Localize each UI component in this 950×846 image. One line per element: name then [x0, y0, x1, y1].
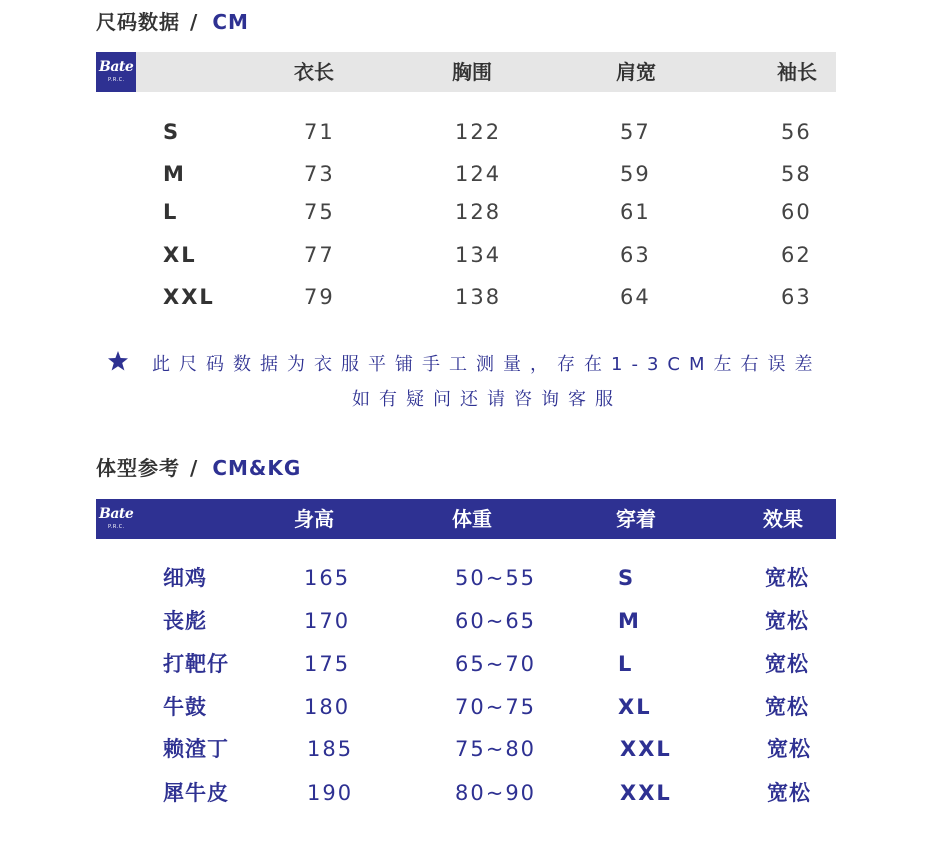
size-section-title: [96, 6, 249, 35]
body-weight: 80~90: [455, 781, 537, 805]
size-value: 138: [455, 285, 502, 309]
size-label: S: [163, 120, 181, 144]
header-wear: 穿着: [616, 507, 656, 531]
size-title-slash: /: [190, 10, 199, 34]
body-height: 180: [304, 695, 351, 719]
size-table-header: [96, 52, 836, 92]
body-type: 打靶仔: [163, 652, 229, 676]
size-value: 124: [455, 162, 502, 186]
size-label: XL: [163, 243, 197, 267]
body-size: L: [618, 652, 634, 676]
body-title-slash: /: [190, 456, 199, 480]
body-weight: 75~80: [455, 737, 537, 761]
size-label: M: [163, 162, 186, 186]
body-type: 丧彪: [163, 609, 207, 633]
body-height: 170: [304, 609, 351, 633]
size-value: 122: [455, 120, 502, 144]
size-value: 61: [620, 200, 651, 224]
size-value: 63: [781, 285, 812, 309]
size-value: 134: [455, 243, 502, 267]
logo-sub: P.R.C.: [108, 77, 125, 83]
body-table-header: [96, 499, 836, 539]
body-section-title: [96, 452, 301, 481]
body-type: 赖渣丁: [163, 737, 229, 761]
size-value: 57: [620, 120, 651, 144]
body-type: 犀牛皮: [163, 781, 229, 805]
size-value: 62: [781, 243, 812, 267]
body-type: 牛鼓: [163, 695, 207, 719]
brand-logo: [96, 52, 136, 92]
body-title-en: CM&KG: [212, 456, 302, 480]
header-chest: 胸围: [452, 60, 492, 84]
brand-logo: [96, 499, 136, 539]
body-height: 190: [307, 781, 354, 805]
body-effect: 宽松: [765, 652, 809, 676]
contact-note: 如有疑问还请咨询客服: [352, 389, 622, 410]
header-effect: 效果: [763, 507, 803, 531]
measurement-note: 此尺码数据为衣服平铺手工测量，存在1-3CM左右误差: [152, 354, 822, 375]
body-size: XXL: [620, 781, 672, 805]
header-shoulder: 肩宽: [616, 60, 656, 84]
body-title-cn: 体型参考: [96, 456, 180, 480]
logo-text: Bate: [99, 59, 134, 75]
size-value: 63: [620, 243, 651, 267]
body-size: XXL: [620, 737, 672, 761]
body-weight: 70~75: [455, 695, 537, 719]
size-value: 75: [304, 200, 335, 224]
body-height: 175: [304, 652, 351, 676]
size-label: XXL: [163, 285, 215, 309]
body-size: XL: [618, 695, 652, 719]
body-effect: 宽松: [765, 695, 809, 719]
body-weight: 65~70: [455, 652, 537, 676]
body-effect: 宽松: [765, 566, 809, 590]
body-effect: 宽松: [767, 737, 811, 761]
size-value: 56: [781, 120, 812, 144]
body-size: M: [618, 609, 641, 633]
body-size: S: [618, 566, 636, 590]
size-value: 71: [304, 120, 335, 144]
star-icon: [107, 350, 129, 372]
size-value: 77: [304, 243, 335, 267]
size-value: 128: [455, 200, 502, 224]
body-weight: 60~65: [455, 609, 537, 633]
size-value: 64: [620, 285, 651, 309]
body-height: 165: [304, 566, 351, 590]
body-type: 细鸡: [163, 566, 207, 590]
header-height: 身高: [294, 507, 334, 531]
size-value: 60: [781, 200, 812, 224]
size-value: 59: [620, 162, 651, 186]
header-sleeve: 袖长: [777, 60, 817, 84]
size-value: 73: [304, 162, 335, 186]
body-weight: 50~55: [455, 566, 537, 590]
body-height: 185: [307, 737, 354, 761]
body-effect: 宽松: [765, 609, 809, 633]
logo-text: Bate: [99, 506, 134, 522]
header-weight: 体重: [452, 507, 492, 531]
size-title-en: CM: [212, 10, 249, 34]
body-effect: 宽松: [767, 781, 811, 805]
size-label: L: [163, 200, 179, 224]
logo-sub: P.R.C.: [108, 524, 125, 530]
header-length: 衣长: [294, 60, 334, 84]
size-title-cn: 尺码数据: [96, 10, 180, 34]
size-value: 58: [781, 162, 812, 186]
size-value: 79: [304, 285, 335, 309]
